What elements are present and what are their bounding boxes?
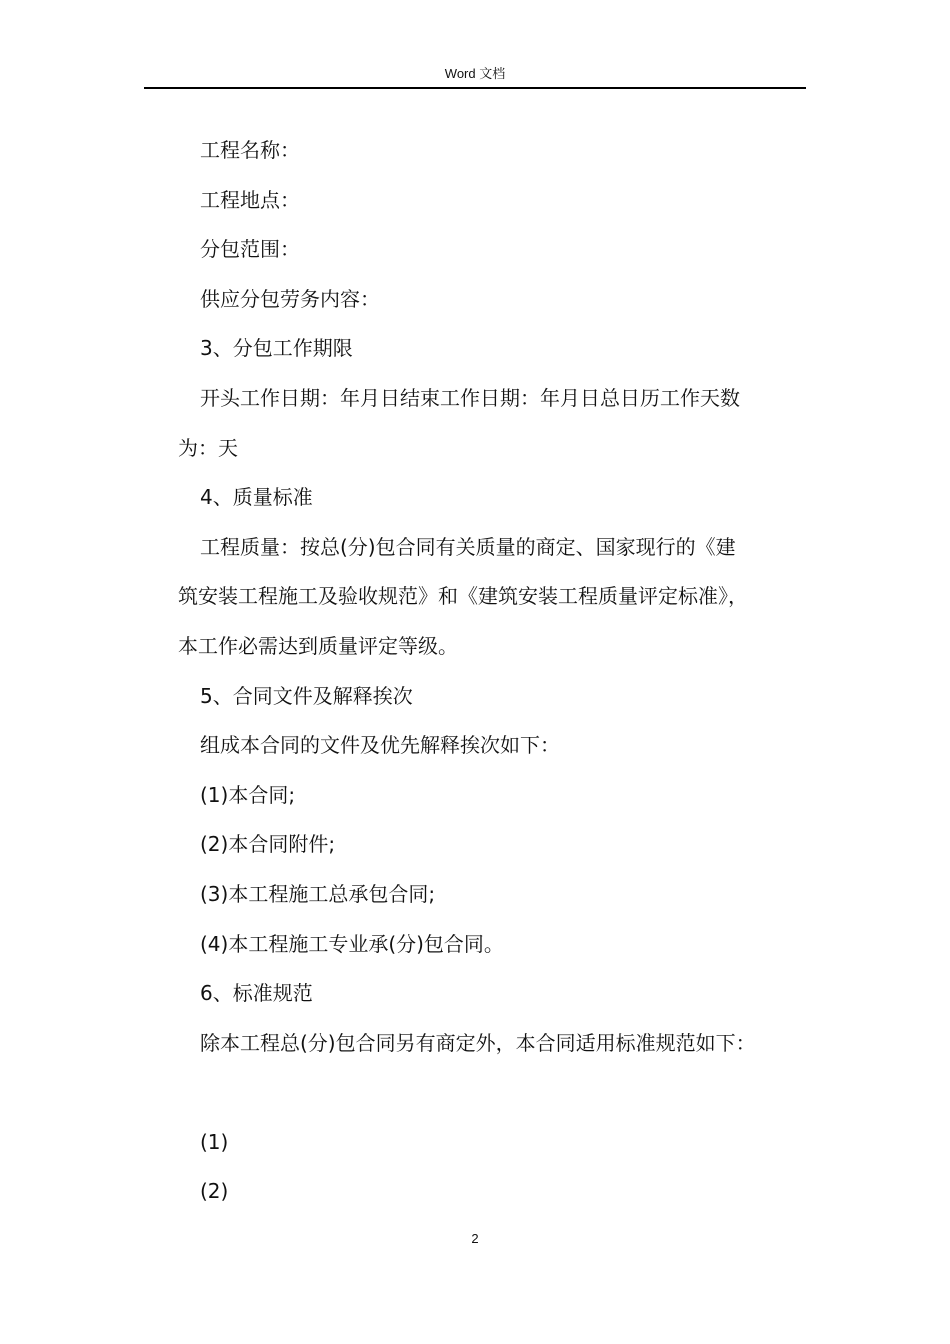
field-project-name: 工程名称：	[200, 138, 300, 162]
list-item: (2)	[200, 1179, 229, 1204]
document-body	[178, 126, 818, 1217]
list-item: (3)本工程施工总承包合同;	[200, 881, 436, 906]
list-item: (4)本工程施工专业承(分)包合同。	[200, 931, 504, 956]
list-item: (2)本合同附件;	[200, 832, 336, 857]
paragraph-line: 本工作必需达到质量评定等级。	[178, 633, 458, 658]
paragraph-line: 开头工作日期：年月日结束工作日期：年月日总日历工作天数	[200, 385, 740, 410]
page-number: 2	[471, 1231, 479, 1246]
blank-line	[178, 1068, 818, 1118]
paragraph-line: 筑安装工程施工及验收规范》和《建筑安装工程质量评定标准》，	[178, 584, 748, 609]
paragraph-line: 除本工程总(分)包合同另有商定外，本合同适用标准规范如下：	[200, 1030, 756, 1055]
field-project-location: 工程地点：	[200, 187, 300, 212]
paragraph-line: 工程质量：按总(分)包合同有关质量的商定、国家现行的《建	[200, 534, 736, 559]
page-header: Word 文档	[444, 66, 506, 81]
paragraph-line: 为：天	[178, 435, 238, 460]
list-item: (1)本合同;	[200, 782, 296, 807]
section-heading-6: 6、标准规范	[200, 981, 313, 1006]
field-labor-content: 供应分包劳务内容：	[200, 286, 380, 311]
field-subcontract-scope: 分包范围：	[200, 237, 300, 262]
list-item: (1)	[200, 1129, 229, 1154]
section-heading-5: 5、合同文件及解释挨次	[200, 683, 413, 708]
paragraph-line: 组成本合同的文件及优先解释挨次如下：	[200, 733, 560, 758]
section-heading-4: 4、质量标准	[200, 485, 313, 510]
header-divider	[144, 87, 806, 89]
section-heading-3: 3、分包工作期限	[200, 336, 353, 361]
